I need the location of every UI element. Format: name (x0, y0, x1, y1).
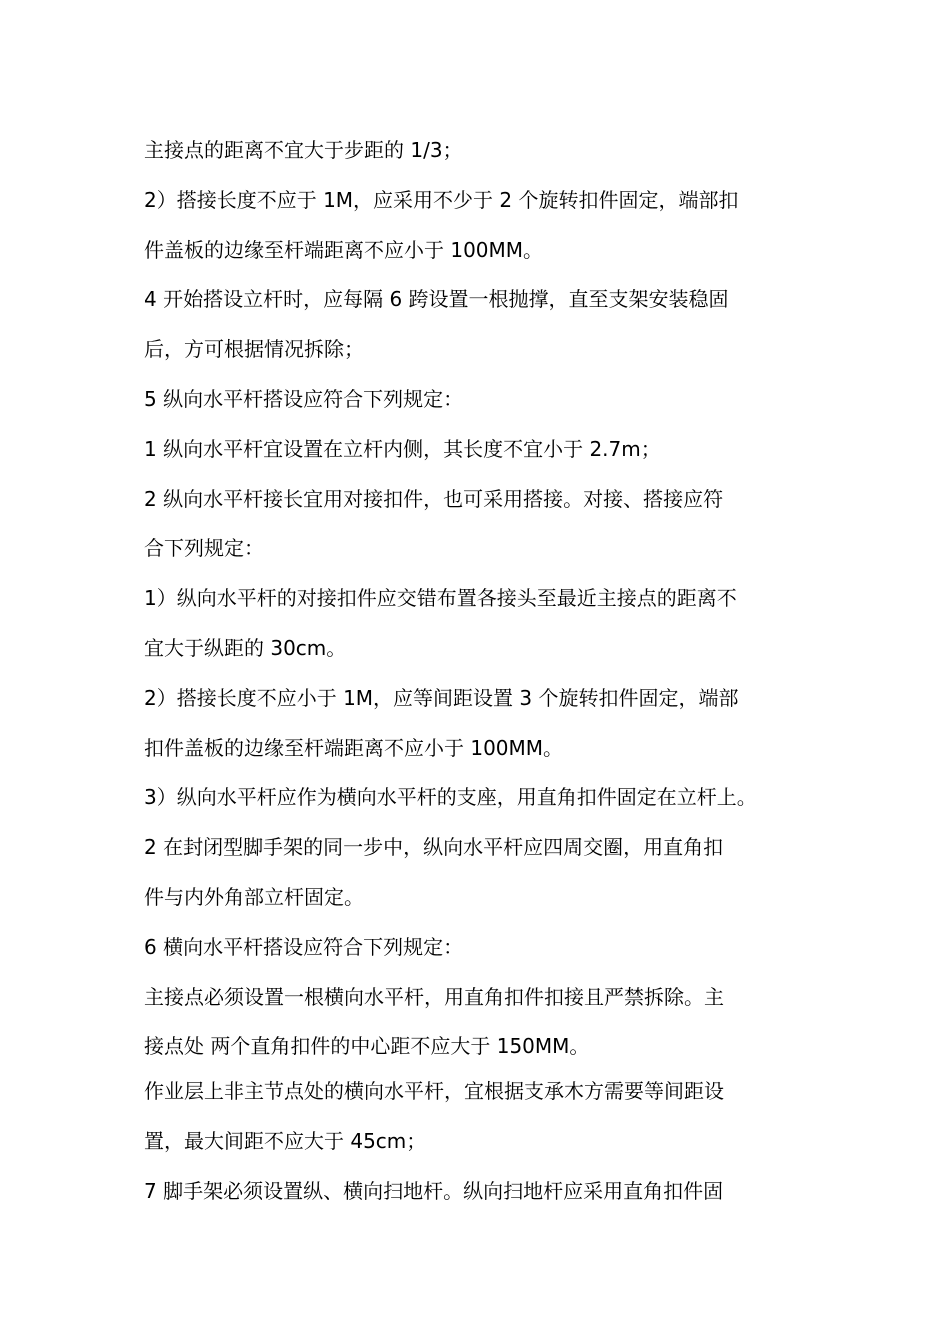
text-line: 1 纵向水平杆宜设置在立杆内侧，其长度不宜小于 2.7m； (144, 436, 661, 461)
text-line: 主接点的距离不宜大于步距的 1/3； (144, 138, 463, 162)
text-line: 5 纵向水平杆搭设应符合下列规定： (144, 386, 464, 411)
text-line: 置，最大间距不应大于 45cm； (144, 1129, 427, 1154)
text-line: 2 在封闭型脚手架的同一步中，纵向水平杆应四周交圈，用直角扣 (144, 835, 724, 860)
text-line: 7 脚手架必须设置纵、横向扫地杆。纵向扫地杆应采用直角扣件固 (144, 1178, 724, 1203)
text-line: 后，方可根据情况拆除； (144, 337, 364, 362)
text-line: 合下列规定： (144, 536, 264, 561)
document-body (144, 130, 824, 1221)
text-line: 2）搭接长度不应于 1M，应采用不少于 2 个旋转扣件固定，端部扣 (144, 187, 739, 212)
text-line: 扣件盖板的边缘至杆端距离不应小于 100MM。 (144, 735, 564, 760)
text-line: 件盖板的边缘至杆端距离不应小于 100MM。 (144, 237, 544, 262)
text-line: 作业层上非主节点处的横向水平杆，宜根据支承木方需要等间距设 (144, 1079, 724, 1104)
text-line: 件与内外角部立杆固定。 (144, 884, 364, 909)
text-line: 4 开始搭设立杆时，应每隔 6 跨设置一根抛撑，直至支架安装稳固 (144, 287, 729, 312)
text-line: 1）纵向水平杆的对接扣件应交错布置各接头至最近主接点的距离不 (144, 586, 737, 611)
text-line: 6 横向水平杆搭设应符合下列规定： (144, 934, 464, 959)
text-line: 主接点必须设置一根横向水平杆，用直角扣件扣接且严禁拆除。主 (144, 984, 724, 1009)
text-line: 接点处 两个直角扣件的中心距不应大于 150MM。 (144, 1034, 590, 1059)
text-line: 宜大于纵距的 30cm。 (144, 635, 347, 660)
text-line: 2）搭接长度不应小于 1M，应等间距设置 3 个旋转扣件固定，端部 (144, 685, 739, 710)
text-line: 2 纵向水平杆接长宜用对接扣件，也可采用搭接。对接、搭接应符 (144, 486, 724, 511)
text-line: 3）纵向水平杆应作为横向水平杆的支座，用直角扣件固定在立杆上。 (144, 785, 757, 810)
